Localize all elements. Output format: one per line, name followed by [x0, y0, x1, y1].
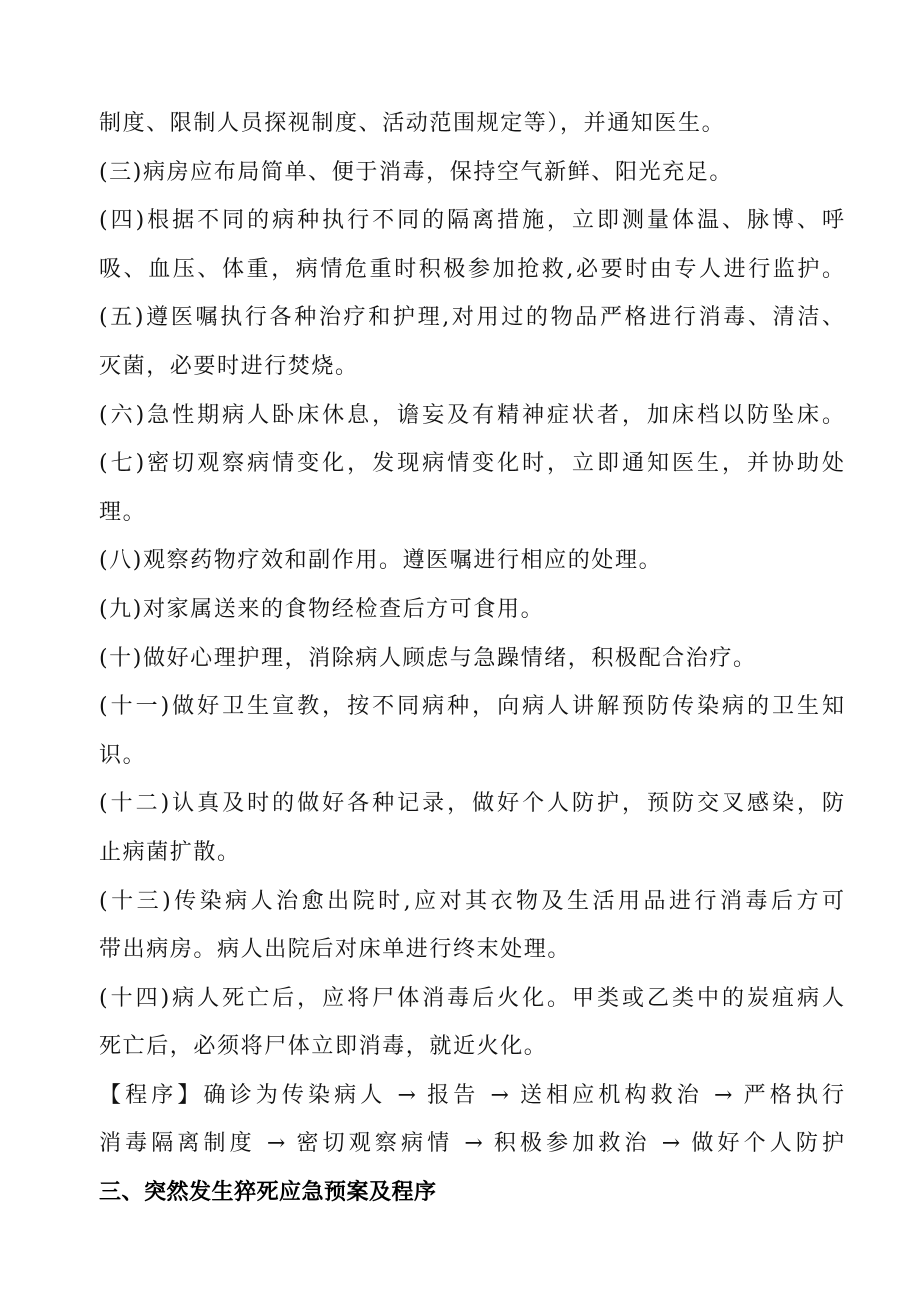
text-line: (十四)病人死亡后，应将尸体消毒后火化。甲类或乙类中的炭疽病人 [99, 985, 844, 1011]
text-line: 灭菌，必要时进行焚烧。 [99, 353, 359, 379]
text-line: (五)遵医嘱执行各种治疗和护理,对用过的物品严格进行消毒、清洁、 [99, 305, 844, 331]
text-line: 止病菌扩散。 [99, 839, 241, 865]
procedure-line: 【程序】确诊为传染病人 → 报告 → 送相应机构救治 → 严格执行 [99, 1082, 844, 1108]
text-line: (三)病房应布局简单、便于消毒，保持空气新鲜、阳光充足。 [99, 159, 733, 185]
procedure-line: 消毒隔离制度 → 密切观察病情 → 积极参加救治 → 做好个人防护 [99, 1131, 844, 1157]
section-heading: 三、突然发生猝死应急预案及程序 [99, 1180, 437, 1206]
text-line: 识。 [99, 742, 147, 768]
text-line: (四)根据不同的病种执行不同的隔离措施，立即测量体温、脉博、呼 [99, 208, 844, 234]
text-line: 吸、血压、体重，病情危重时积极参加抢救,必要时由专人进行监护。 [99, 256, 844, 282]
text-line: (十)做好心理护理，消除病人顾虑与急躁情绪，积极配合治疗。 [99, 645, 757, 671]
text-line: (七)密切观察病情变化，发现病情变化时，立即通知医生，并协助处 [99, 451, 844, 477]
text-line: (六)急性期病人卧床休息，谵妄及有精神症状者，加床档以防坠床。 [99, 402, 844, 428]
text-line: (九)对家属送来的食物经检查后方可食用。 [99, 596, 545, 622]
text-line: 制度、限制人员探视制度、活动范围规定等），并通知医生。 [99, 111, 726, 136]
document-body [99, 100, 844, 1218]
text-line: (十二)认真及时的做好各种记录，做好个人防护，预防交叉感染，防 [99, 791, 844, 817]
text-line: (十三)传染病人治愈出院时,应对其衣物及生活用品进行消毒后方可 [99, 888, 844, 914]
text-line: 带出病房。病人出院后对床单进行终末处理。 [99, 937, 572, 963]
text-line: (八)观察药物疗效和副作用。遵医嘱进行相应的处理。 [99, 548, 663, 574]
text-line: (十一)做好卫生宣教，按不同病种，向病人讲解预防传染病的卫生知 [99, 694, 844, 720]
text-line: 死亡后，必须将尸体立即消毒，就近火化。 [99, 1034, 548, 1060]
text-line: 理。 [99, 499, 147, 525]
